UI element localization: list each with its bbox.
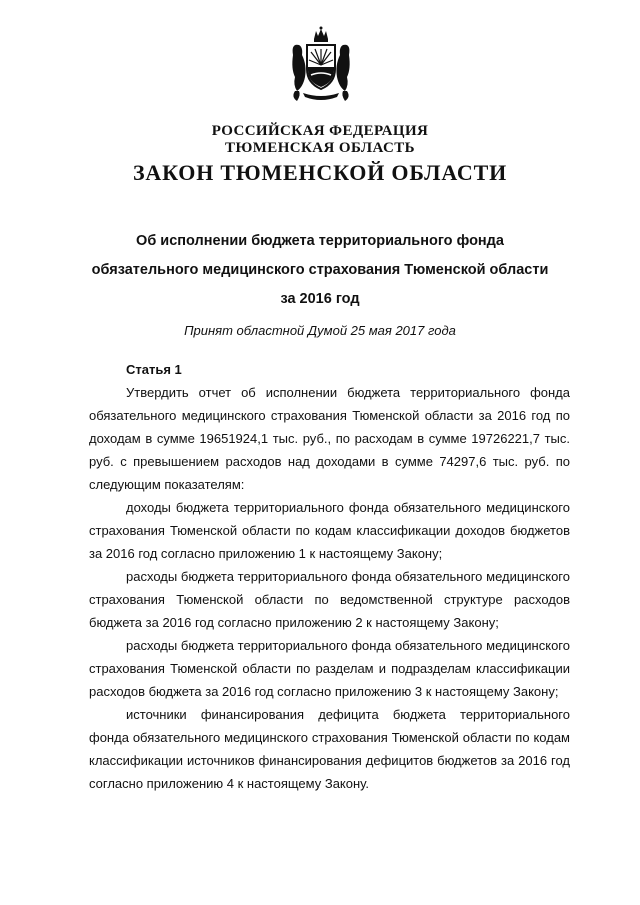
article-paragraph: расходы бюджета территориального фонда обязательного медицинского страхования Тюменской области по ведомственной структуре расходов бюджета за 2016 год согласно приложению 2 к настоящему Закону; (89, 569, 570, 630)
article-paragraph: доходы бюджета территориального фонда обязательного медицинского страхования Тюменской области по кодам классификации доходов бюджетов за 2016 год согласно приложению 1 к настоящему Закону; (89, 500, 570, 561)
header-country: РОССИЙСКАЯ ФЕДЕРАЦИЯ (211, 123, 429, 139)
adoption-note: Принят областной Думой 25 мая 2017 года (184, 323, 456, 338)
header-law-title: ЗАКОН ТЮМЕНСКОЙ ОБЛАСТИ (132, 160, 507, 185)
article-heading: Статья 1 (126, 362, 182, 377)
article-paragraph: Утвердить отчет об исполнении бюджета территориального фонда обязательного медицинского страхования Тюменской области за 2016 год по доходам в сумме 19651924,1 тыс. руб., по расходам в сумме 19726221,7 тыс. руб. с превышением расходов над доходами в сумме 74297,6 тыс. руб. по следующим показателям: (89, 385, 570, 492)
coat-of-arms-icon (287, 25, 355, 105)
document-title-line: за 2016 год (280, 291, 360, 307)
article-body (89, 358, 570, 795)
document-title (60, 227, 580, 314)
document-title-line: обязательного медицинского страхования Тюменской области (91, 262, 549, 278)
document-title-line: Об исполнении бюджета территориального фонда (136, 233, 504, 249)
header-region: ТЮМЕНСКАЯ ОБЛАСТЬ (225, 140, 415, 156)
article-paragraph: расходы бюджета территориального фонда обязательного медицинского страхования Тюменской области по разделам и подразделам классификации расходов бюджета за 2016 год согласно приложению 3 к настоящему Закону; (89, 638, 570, 699)
article-paragraph: источники финансирования дефицита бюджета территориального фонда обязательного медицинского страхования Тюменской области по кодам классификации источников финансирования дефицитов бюджетов за 2016 год согласно приложению 4 к настоящему Закону. (89, 707, 570, 791)
